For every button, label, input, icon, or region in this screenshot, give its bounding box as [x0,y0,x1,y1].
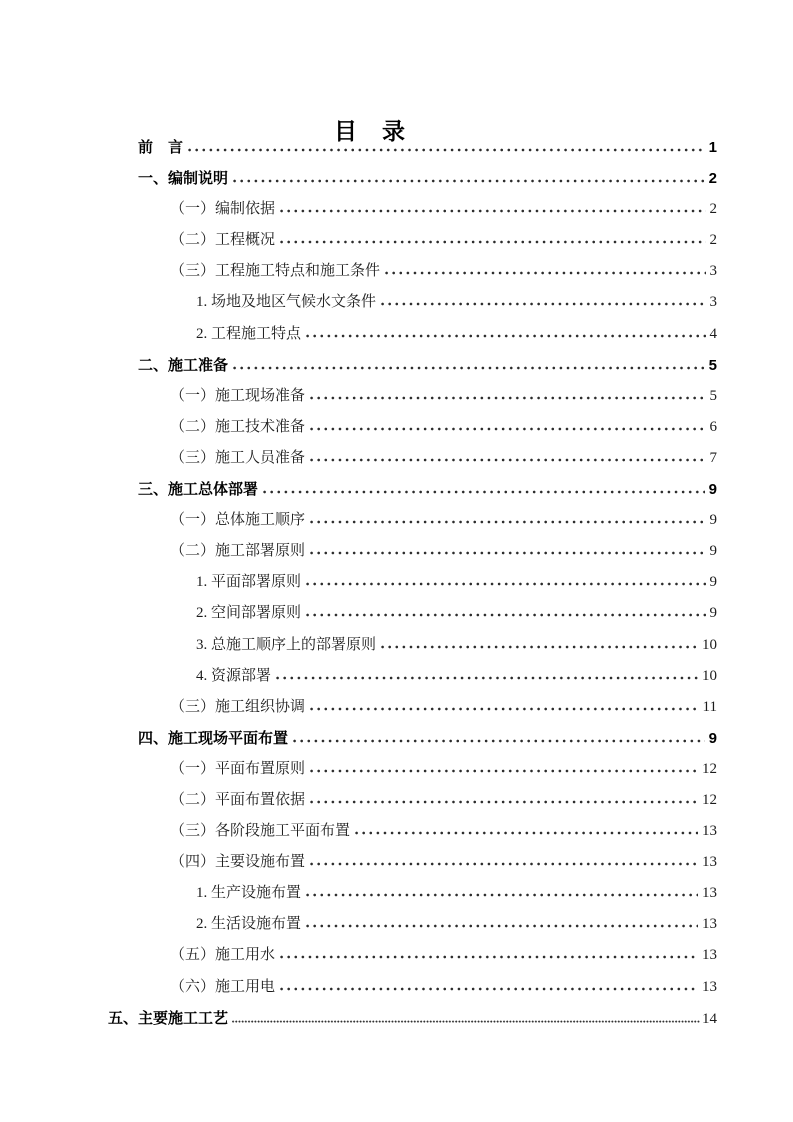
toc-page-number: 6 [709,418,717,435]
dot-leader [310,707,699,711]
toc-entry-label: （三）各阶段施工平面布置 [170,823,351,840]
toc-page-number: 10 [702,667,717,684]
toc-page-number: 1 [708,139,717,156]
toc-entry-label: 2. 空间部署原则 [196,605,302,622]
dot-leader [280,955,698,959]
toc-entry-label: 4. 资源部署 [196,667,272,684]
toc-entry-label: 1. 生产设施布置 [196,885,302,902]
toc-row[interactable] [0,723,717,754]
toc-row[interactable] [0,754,717,785]
dot-leader [306,924,698,928]
toc-page-number: 3 [709,294,717,311]
dot-leader [310,458,705,462]
toc-row[interactable] [0,256,717,287]
toc-entry-label: （二）平面布置依据 [170,791,306,808]
page-title: 目 录 [334,119,406,145]
toc-page-number: 9 [709,605,717,622]
dot-leader [385,271,705,275]
toc-row[interactable] [0,443,717,474]
dot-leader [263,490,705,494]
toc-page-number: 5 [708,356,717,374]
dot-leader [310,862,698,866]
dot-leader [280,987,698,991]
dot-leader [381,302,705,306]
dot-leader [280,240,705,244]
toc-page-number: 9 [709,574,717,591]
toc-row[interactable] [0,163,717,194]
toc-page-number: 13 [702,823,717,840]
dot-leader [310,396,705,400]
toc-entry-label: 1. 场地及地区气候水文条件 [196,294,377,311]
toc-page-number: 13 [702,978,717,995]
toc-page-number: 9 [709,512,717,529]
toc-entry-label: （一）施工现场准备 [170,387,306,404]
toc-page-number: 9 [708,481,717,499]
toc-page-number: 9 [708,729,717,747]
toc-row[interactable] [0,598,717,629]
toc-entry-label: （三）施工组织协调 [170,698,306,715]
toc-row[interactable] [0,1003,717,1034]
toc-entry-label: （三）工程施工特点和施工条件 [170,263,381,280]
toc-row[interactable] [0,381,717,412]
dot-leader [188,148,705,152]
toc-entry-label: （一）总体施工顺序 [170,512,306,529]
toc-entry-label: 1. 平面部署原则 [196,574,302,591]
toc-row[interactable] [0,412,717,443]
toc-entry-label: （六）施工用电 [170,978,276,995]
toc-row[interactable] [0,567,717,598]
toc-page-number: 14 [702,1010,717,1027]
toc-page-number: 3 [709,263,717,280]
toc-entry-label: （五）施工用水 [170,947,276,964]
toc-entry-label: 2. 工程施工特点 [196,325,302,342]
toc-entry-label: （二）施工部署原则 [170,543,306,560]
dot-leader [355,831,698,835]
toc-row[interactable] [0,225,717,256]
toc-entry-label: 五、主要施工工艺 [108,1009,229,1027]
toc-page-number: 5 [709,387,717,404]
dot-leader [310,769,698,773]
dot-leader [306,613,705,617]
toc-row[interactable] [0,319,717,350]
toc-entry-label: 四、施工现场平面布置 [138,729,289,747]
toc-page-number: 12 [702,760,717,777]
toc-row[interactable] [0,132,717,163]
dot-leader [310,551,705,555]
dot-leader [276,676,698,680]
dot-leader [232,1019,700,1023]
toc-row[interactable] [0,194,717,225]
toc-row[interactable] [0,536,717,567]
toc-page-number: 12 [702,791,717,808]
dot-leader [381,645,698,649]
dot-leader [310,800,698,804]
toc-entry-label: 一、编制说明 [138,170,229,188]
toc-row[interactable] [0,692,717,723]
dot-leader [280,209,705,213]
dot-leader [306,893,698,897]
toc-entry-label: （一）编制依据 [170,201,276,218]
toc-entry-label: （二）施工技术准备 [170,418,306,435]
toc-page-number: 2 [709,232,717,249]
dot-leader [310,520,705,524]
toc-row[interactable] [0,878,717,909]
toc-entry-label: （二）工程概况 [170,232,276,249]
toc-page-number: 13 [702,854,717,871]
toc-row[interactable] [0,972,717,1003]
toc-row[interactable] [0,909,717,940]
toc-row[interactable] [0,474,717,505]
toc-row[interactable] [0,785,717,816]
dot-leader [233,179,705,183]
table-of-contents [0,132,717,1034]
toc-entry-label: 前 言 [138,139,184,156]
toc-entry-label: （一）平面布置原则 [170,760,306,777]
toc-entry-label: 二、施工准备 [138,356,229,374]
toc-row[interactable] [0,661,717,692]
toc-entry-label: 2. 生活设施布置 [196,916,302,933]
toc-page-number: 7 [709,449,717,466]
toc-page-number: 10 [702,636,717,653]
toc-page-number: 13 [702,916,717,933]
dot-leader [293,739,705,743]
toc-page-number: 2 [709,201,717,218]
toc-row[interactable] [0,287,717,318]
toc-entry-label: 三、施工总体部署 [138,481,259,499]
dot-leader [306,582,705,586]
toc-entry-label: 3. 总施工顺序上的部署原则 [196,636,377,653]
toc-page-number: 13 [702,947,717,964]
toc-entry-label: （四）主要设施布置 [170,854,306,871]
toc-page-number: 9 [709,543,717,560]
toc-page-number: 4 [709,325,717,342]
toc-row[interactable] [0,505,717,536]
toc-page-number: 2 [708,170,717,188]
toc-row[interactable] [0,350,717,381]
dot-leader [306,334,705,338]
dot-leader [310,427,705,431]
toc-row[interactable] [0,940,717,971]
toc-row[interactable] [0,816,717,847]
toc-page-number: 13 [702,885,717,902]
toc-row[interactable] [0,847,717,878]
toc-row[interactable] [0,630,717,661]
toc-entry-label: （三）施工人员准备 [170,449,306,466]
toc-page-number: 11 [702,698,717,715]
dot-leader [233,366,705,370]
